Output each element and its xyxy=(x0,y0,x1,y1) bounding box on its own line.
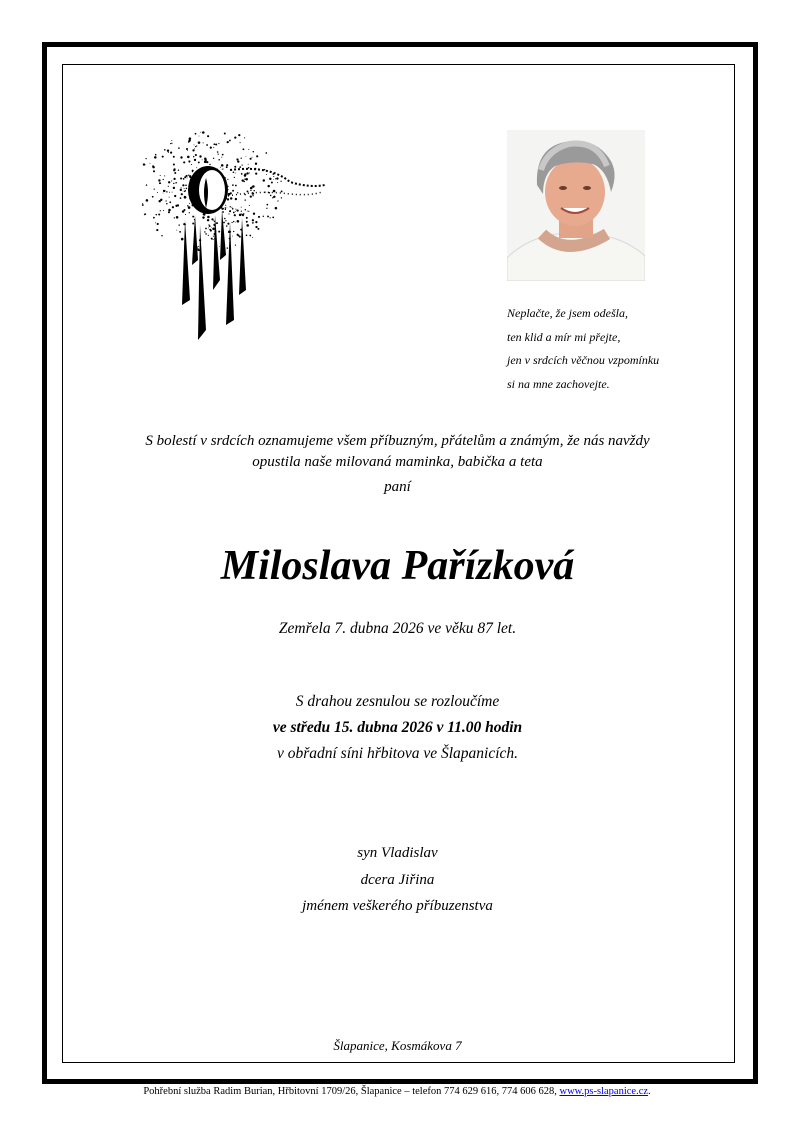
intro-line: S bolestí v srdcích oznamujeme všem příbuzným, přátelům a známým, že nás navždy xyxy=(145,433,650,449)
family-line: dcera Jiřina xyxy=(360,871,435,888)
memorial-ornament-icon xyxy=(140,130,340,355)
salutation: paní xyxy=(384,479,411,495)
family-signature xyxy=(62,840,733,920)
intro-line: opustila naše milovaná maminka, babička a teta xyxy=(252,454,543,470)
family-line: syn Vladislav xyxy=(357,845,438,861)
death-info: Zemřela 7. dubna 2026 ve věku 87 let. xyxy=(278,620,517,637)
footer-end: . xyxy=(648,1086,651,1097)
poem xyxy=(507,302,737,396)
ceremony-info xyxy=(62,689,733,767)
poem-line: jen v srdcích věčnou vzpomínku xyxy=(507,353,660,367)
footer-website-link[interactable]: www.ps-slapanice.cz xyxy=(559,1086,649,1097)
announcement-intro xyxy=(62,431,733,473)
poem-line: ten klid a mír mi přejte, xyxy=(507,329,621,344)
family-line: jménem veškerého příbuzenstva xyxy=(302,898,493,914)
footer xyxy=(0,1086,794,1097)
portrait-photo xyxy=(507,130,645,281)
ceremony-place: v obřadní síni hřbitova ve Šlapanicích. xyxy=(276,745,519,762)
footer-text: Pohřební služba Radim Burian, Hřbitovní 1709/26, Šlapanice – telefon 774 629 616, 774 606 628, xyxy=(143,1086,560,1097)
deceased-name: Miloslava Pařízková xyxy=(220,543,575,589)
ceremony-date-time: ve středu 15. dubna 2026 v 11.00 hodin xyxy=(272,719,523,736)
address: Šlapanice, Kosmákova 7 xyxy=(333,1038,462,1053)
ceremony-line: S drahou zesnulou se rozloučíme xyxy=(295,693,500,710)
poem-line: si na mne zachovejte. xyxy=(507,376,610,391)
poem-line: Neplačte, že jsem odešla, xyxy=(507,306,628,320)
